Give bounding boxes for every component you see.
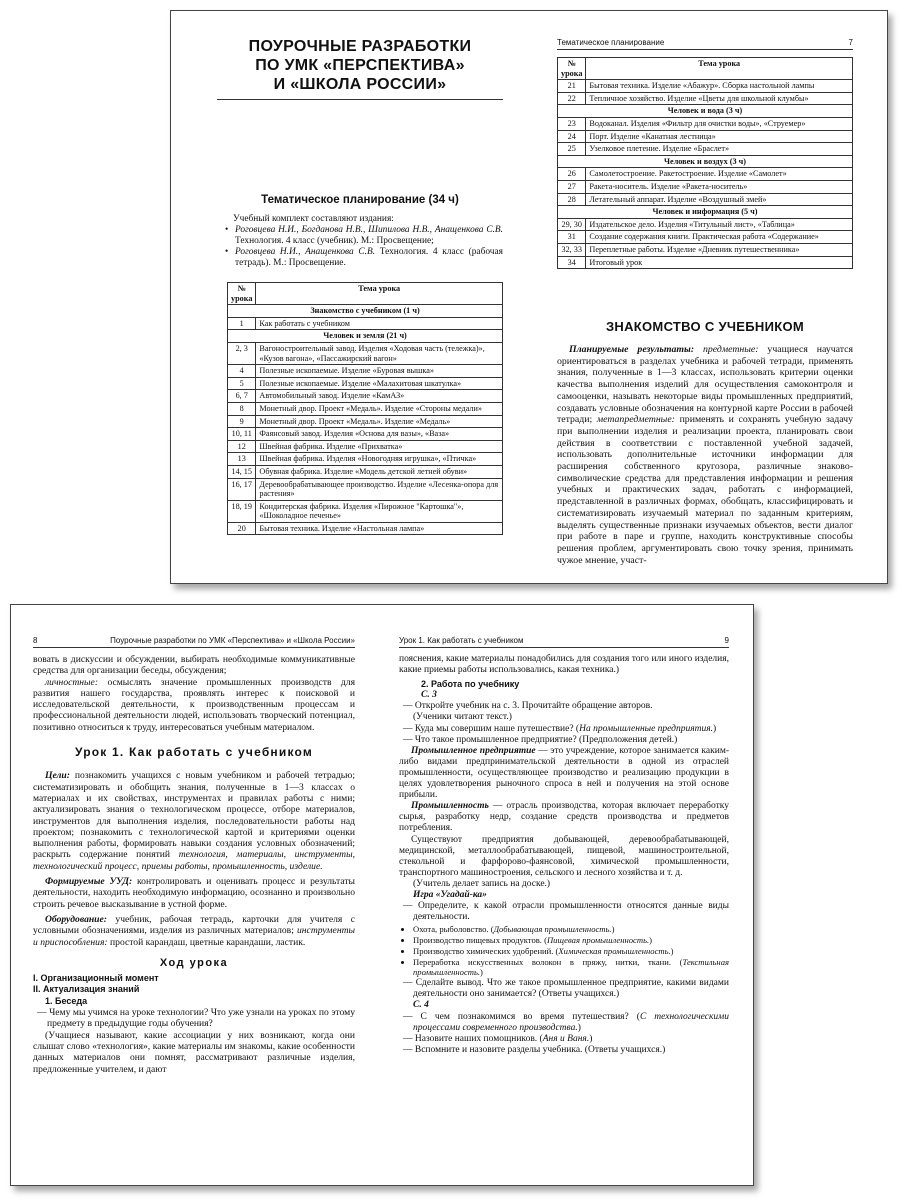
list-item [413,946,729,956]
lesson-topic: Монетный двор. Проект «Медаль». Изделие «Медаль» [256,415,503,428]
lesson-topic: Швейная фабрика. Изделия «Новогодняя игрушка», «Птичка» [256,453,503,466]
page-number: 7 [848,38,853,47]
dialogue-text: ) [713,723,717,734]
running-head [399,637,729,648]
col-topic: Тема урока [586,58,853,80]
lesson-topic: Создание содержания книги. Практическая работа «Содержание» [586,231,853,244]
page-number: 8 [33,636,38,645]
answer-text: Текстильная промышленность. [413,957,729,978]
equipment-text: простой карандаш, цветные карандаши, ластик. [107,936,306,948]
lesson-topic: Полезные ископаемые. Изделие «Малахитовая шкатулка» [256,377,503,390]
uud-text: контролировать и оценивать процесс и результаты деятельности, находить необходимую информацию, осознанно и произвольно строить речевое высказывание в устной форме. [33,876,355,910]
table-row [558,243,853,256]
lesson-number: 2, 3 [228,342,256,364]
table-row [558,168,853,181]
dialogue-text: ) [577,1022,581,1033]
lesson-topic: Монетный двор. Проект «Медаль». Изделие «Стороны медали» [256,402,503,415]
plan-table [227,282,503,535]
lesson-number: 12 [228,440,256,453]
lesson-number: 23 [558,117,586,130]
subject-label: предметные: [703,344,759,355]
kit-authors: Роговцева Н.И., Анащенкова С.В. [235,247,376,257]
lesson-topic: Как работать с учебником [256,317,503,330]
title-line: И «ШКОЛА РОССИИ» [273,76,447,93]
item-text: ) [649,935,653,946]
lesson-number: 32, 33 [558,243,586,256]
lesson-number: 28 [558,193,586,206]
table-row [228,440,503,453]
lesson-topic: Обувная фабрика. Изделие «Модель детской летней обуви» [256,465,503,478]
dialogue-line: — Сделайте вывод. Что же такое промышленное предприятие, какими видами деятельности оно занимается? (Ответы учащихся.) [403,978,729,1000]
item-text: Переработка искусственных волокон в пряжу, нитки, ткани. ( [413,957,683,968]
pupil-note: (Ученики читают текст.) [413,712,512,723]
answer-text: С технологическими процессами современного производства. [413,1011,729,1033]
table-row [228,500,503,522]
page-9-text [399,654,729,1056]
lesson-number: 13 [228,453,256,466]
goals-text: познакомить учащихся с новым учебником и рабочей тетрадью; систематизировать и обобщить знания, полученные в 1—3 классах о материалах и их свойствах, инструментах и правилах работы с ними; актуализировать знания о технологическом процессе, отборе материалов, инструментов для выполнения изделия, последовательности работы над проектом; познакомить с технологической картой и критериями оценки выполнения работы, формировать навыки создания условных обозначений; раскрыть содержание понятий [33,770,355,861]
equipment-text: учебник, рабочая тетрадь, карточки для учителя с условными обозначениями, изделия из различных материалов; [33,913,355,937]
page-number: 9 [724,636,729,645]
answer-text: Химическая промышленность. [558,946,671,957]
section-title: ЗНАКОМСТВО С УЧЕБНИКОМ [605,319,805,334]
title-line: ПОУРОЧНЫЕ РАЗРАБОТКИ [248,38,472,55]
lesson-topic: Деревообрабатывающее производство. Изделие «Лесенка-опора для растения» [256,478,503,500]
spread-pages-8-9 [10,604,754,1186]
table-row [228,377,503,390]
page-9 [399,605,729,1185]
plan-table-body [228,305,503,535]
running-head [33,637,355,648]
table-row [228,465,503,478]
lesson-number: 5 [228,377,256,390]
question: — Чему мы учимся на уроке технологии? Что уже узнали на уроках по этому предмету в предыдущие годы обучения? [37,1007,355,1030]
section-cell: Человек и земля (21 ч) [228,330,503,343]
tools-label: инструменты и приспособления: [33,925,355,948]
kit-item [221,225,503,247]
page-ref: С. 4 [413,1000,429,1011]
lesson-topic: Полезные ископаемые. Изделие «Буровая вышка» [256,365,503,378]
stage-heading: II. Актуализация знаний [33,984,140,995]
table-row [558,218,853,231]
personal-label: личностные: [45,676,99,688]
lesson-topic: Узелковое плетение. Изделие «Браслет» [586,143,853,156]
kit-intro [221,214,503,269]
plan-table-body [558,80,853,269]
kit-authors: Роговцева Н.И., Богданова Н.В., Шипилова Н.В., Анащенкова С.В. [235,225,503,235]
definition-term: Промышленность [411,801,489,812]
definition-text: — отрасль производства, которая включает переработку сырья, разработку недр, создание средств производства и предметов потребления. [399,801,729,834]
running-title: Урок 1. Как работать с учебником [399,636,524,645]
lesson-number: 8 [228,402,256,415]
item-text: Производство пищевых продуктов. ( [413,935,547,946]
table-row [558,92,853,105]
continued-text: вовать в дискуссии и обсуждении, выбирать необходимые коммуникативные средства для организации беседы, обсуждения; [33,654,355,677]
dialogue-line: — Что такое промышленное предприятие? (Предположения детей.) [403,734,678,745]
results-text: учащиеся научатся ориентироваться в разделах учебника и рабочей тетради, применять знания, полученные в 1—3 классах, использовать критерии оценки качества выполнения изделий для осуществления самоконтроля и самооценки, называть некоторые виды промышленных предприятий, создавать условные обозначения на контурной карте России в рабочей тетради; [557,344,854,426]
table-row [228,522,503,535]
lesson-number: 24 [558,130,586,143]
lesson-number: 20 [228,522,256,535]
dialogue-line: — Определите, к какой отрасли промышленности относятся данные виды деятельности. [403,901,729,923]
goals-terms: технология, материалы, инструменты, технологический процесс, приемы работы, промышленность, изделие. [33,849,356,872]
list-item [413,935,729,945]
lesson-topic: Водоканал. Изделия «Фильтр для очистки воды», «Струемер» [586,117,853,130]
definition-term: Промышленное предприятие [411,745,536,756]
dialogue-text: — С чем познакомимся во время путешествия? ( [403,1011,640,1022]
section-row [228,330,503,343]
section-cell: Знакомство с учебником (1 ч) [228,305,503,318]
item-text: Охота, рыболовство. ( [413,924,494,935]
lesson-topic: Порт. Изделие «Канатная лестница» [586,130,853,143]
table-row [228,402,503,415]
table-row [558,80,853,93]
section-row [558,105,853,118]
section-row [558,155,853,168]
answer-text: На промышленные предприятия. [579,723,714,734]
section-row [228,305,503,318]
lesson-number: 14, 15 [228,465,256,478]
kit-item [221,247,503,269]
lesson-topic: Фаянсовый завод. Изделия «Основа для вазы», «Ваза» [256,428,503,441]
intro-text: Учебный комплект составляют издания: [233,214,394,224]
lesson-title: Урок 1. Как работать с учебником [75,745,313,760]
page-6 [217,11,503,583]
lesson-topic: Бытовая техника. Изделие «Абажур». Сборка настольной лампы [586,80,853,93]
lesson-number: 22 [558,92,586,105]
list-item [413,924,729,934]
lesson-topic: Вагоностроительный завод. Изделия «Ходовая часть (тележка)», «Кузов вагона», «Пассажирский вагон» [256,342,503,364]
running-head [557,39,853,50]
planned-results [557,344,853,566]
lesson-topic: Ракета-носитель. Изделие «Ракета-носитель» [586,180,853,193]
table-row [228,415,503,428]
paragraph: Существуют предприятия добывающей, деревообрабатывающей, медицинской, металлообрабатывающей, пищевой, машиностроительной, стекольной и фарфорово-фаянсовой, химической промышленности, транспортного машиностроения, сельского и лесного хозяйства и т. д. [399,834,729,878]
section-cell: Человек и вода (3 ч) [558,105,853,118]
title-line: ПО УМК «ПЕРСПЕКТИВА» [255,57,465,74]
lesson-number: 31 [558,231,586,244]
goals-label: Цели: [45,770,70,782]
plan-table-continued [557,57,853,269]
definition-text: — это учреждение, которое занимается каким-либо видами предпринимательской деятельности в одной из отраслей промышленности, осуществляющее производство и реализацию продукции в целях удовлетворения рыночного спроса в ней и получения на этой основе прибыли. [399,745,729,801]
dialogue-line: — Вспомните и назовите разделы учебника. (Ответы учащихся.) [403,1044,666,1055]
lesson-topic: Летательный аппарат. Изделие «Воздушный змей» [586,193,853,206]
page-7 [557,11,853,583]
lesson-number: 25 [558,143,586,156]
bullet: • [225,247,229,257]
title-rule [217,99,503,100]
answer-text: Аня и Ваня. [542,1033,590,1044]
table-row [558,130,853,143]
lesson-number: 9 [228,415,256,428]
lesson-number: 34 [558,256,586,269]
results-label: Планируемые результаты: [569,344,695,355]
lesson-topic: Тепличное хозяйство. Изделие «Цветы для школьной клумбы» [586,92,853,105]
col-topic: Тема урока [256,283,503,305]
dialogue-line [399,1012,729,1034]
answer-text: Пищевая промышленность. [546,935,650,946]
item-text: Производство химических удобрений. ( [413,946,559,957]
page-ref: С. 3 [421,690,437,701]
table-row [228,342,503,364]
lesson-topic: Бытовая техника. Изделие «Настольная лампа» [256,522,503,535]
item-text: ) [611,924,615,935]
table-row [228,317,503,330]
lesson-number: 21 [558,80,586,93]
running-title: Поурочные разработки по УМК «Перспектива» и «Школа России» [110,636,355,645]
table-header-row [228,283,503,305]
running-title: Тематическое планирование [557,38,665,47]
lesson-topic: Кондитерская фабрика. Изделия «Пирожное "Картошка"», «Шоколадное печенье» [256,500,503,522]
col-num: № урока [558,58,586,80]
lesson-number: 6, 7 [228,390,256,403]
page-8 [33,605,355,1185]
answer-text: Добывающая промышленность. [493,924,612,935]
bullet: • [225,225,229,235]
sub-heading: 1. Беседа [45,995,88,1006]
lesson-number: 18, 19 [228,500,256,522]
plan-table-wrap [227,282,503,535]
sub-heading: 2. Работа по учебнику [421,679,520,690]
section-heading: Тематическое планирование (34 ч) [261,194,459,206]
table-header-row [558,58,853,80]
table-row [228,428,503,441]
book-title [217,37,503,94]
dialogue-text: ) [589,1033,593,1044]
kit-text: Технология. 4 класс (учебник). М.: Просвещение; [235,236,434,246]
equipment-label: Оборудование: [45,913,107,925]
section-cell: Человек и воздух (3 ч) [558,155,853,168]
lesson-number: 4 [228,365,256,378]
course-title: Ход урока [159,956,229,969]
teacher-note: (Учащиеся называют, какие ассоциации у них возникают, когда они слышат слово «технология», какие материалы им знакомы, какие особенности данных материалов они помнят, рассматривают различные изделия, предложенные учителем, и дают [33,1029,355,1075]
lesson-topic: Швейная фабрика. Изделие «Прихватка» [256,440,503,453]
list-item [413,957,729,977]
meta-label: метапредметные: [596,414,675,426]
table-row [558,231,853,244]
plan-table-wrap [557,57,853,269]
results-text: применять и сохранять учебную задачу при выполнении изделия и реализации проекта, планировать свои действия в соответствии с поставленной учебной задачей, использовать дополнительные источники информации для расширения собственного кругозора, различные знаково-символические средства для представления информации и решения учебных и практических задач, работать с информацией, представленной в различных формах, обобщать, классифицировать и систематизировать изучаемый материал по заданным критериям, выделять существенные признаки изучаемых объектов, вести диалог при работе в паре и группе, находить конструктивные способы решения проблем, аргументировать свою точку зрения, принимать чужое мнение, участ- [557,414,853,566]
lesson-number: 29, 30 [558,218,586,231]
dialogue-line: — Откройте учебник на с. 3. Прочитайте обращение авторов. [403,701,653,712]
table-row [558,193,853,206]
stage-heading: I. Организационный момент [33,973,159,984]
item-text: ) [480,967,483,978]
lesson-number: 16, 17 [228,478,256,500]
lesson-topic: Переплетные работы. Изделие «Дневник путешественника» [586,243,853,256]
dialogue-line [399,1034,729,1045]
lesson-number: 27 [558,180,586,193]
uud-label: Формируемые УУД: [45,876,133,888]
lesson-topic: Самолетостроение. Ракетостроение. Изделие «Самолет» [586,168,853,181]
teacher-note: (Учитель делает запись на доске.) [413,878,551,889]
table-row [228,390,503,403]
continued-text: пояснения, какие материалы понадобились для создания того или иного изделия, какие приемы работы использовались, какая техника.) [399,654,729,676]
table-row [558,143,853,156]
personal-text: осмыслять значение промышленных производств для развития нашего государства, проявлять интерес к поисковой и исследовательской деятельности, к производственным процессам и профессиональной деятельности людей, использовать творческий потенциал, позитивно относиться к труду, интересоваться учебным материалом. [33,676,355,733]
industry-list [399,924,729,977]
page-8-text [33,654,355,1075]
lesson-topic: Автомобильный завод. Изделие «КамАЗ» [256,390,503,403]
table-row [228,365,503,378]
table-row [558,117,853,130]
dialogue-line [399,724,729,735]
lesson-number: 10, 11 [228,428,256,441]
kit-text: Технология. 4 класс (рабочая тетрадь). М.: Просвещение. [235,247,503,268]
table-row [228,453,503,466]
lesson-topic: Издательское дело. Изделия «Титульный лист», «Таблица» [586,218,853,231]
section-row [558,206,853,219]
dialogue-text: — Куда мы совершим наше путешествие? ( [403,723,580,734]
col-num: № урока [228,283,256,305]
table-row [558,180,853,193]
lesson-number: 26 [558,168,586,181]
table-row [558,256,853,269]
spread-pages-6-7 [170,10,888,584]
section-cell: Человек и информация (5 ч) [558,206,853,219]
lesson-number: 1 [228,317,256,330]
table-row [228,478,503,500]
dialogue-text: — Назовите наших помощников. ( [403,1033,543,1044]
item-text: ) [670,946,674,957]
lesson-topic: Итоговый урок [586,256,853,269]
game-title: Игра «Угадай-ка» [413,889,487,900]
